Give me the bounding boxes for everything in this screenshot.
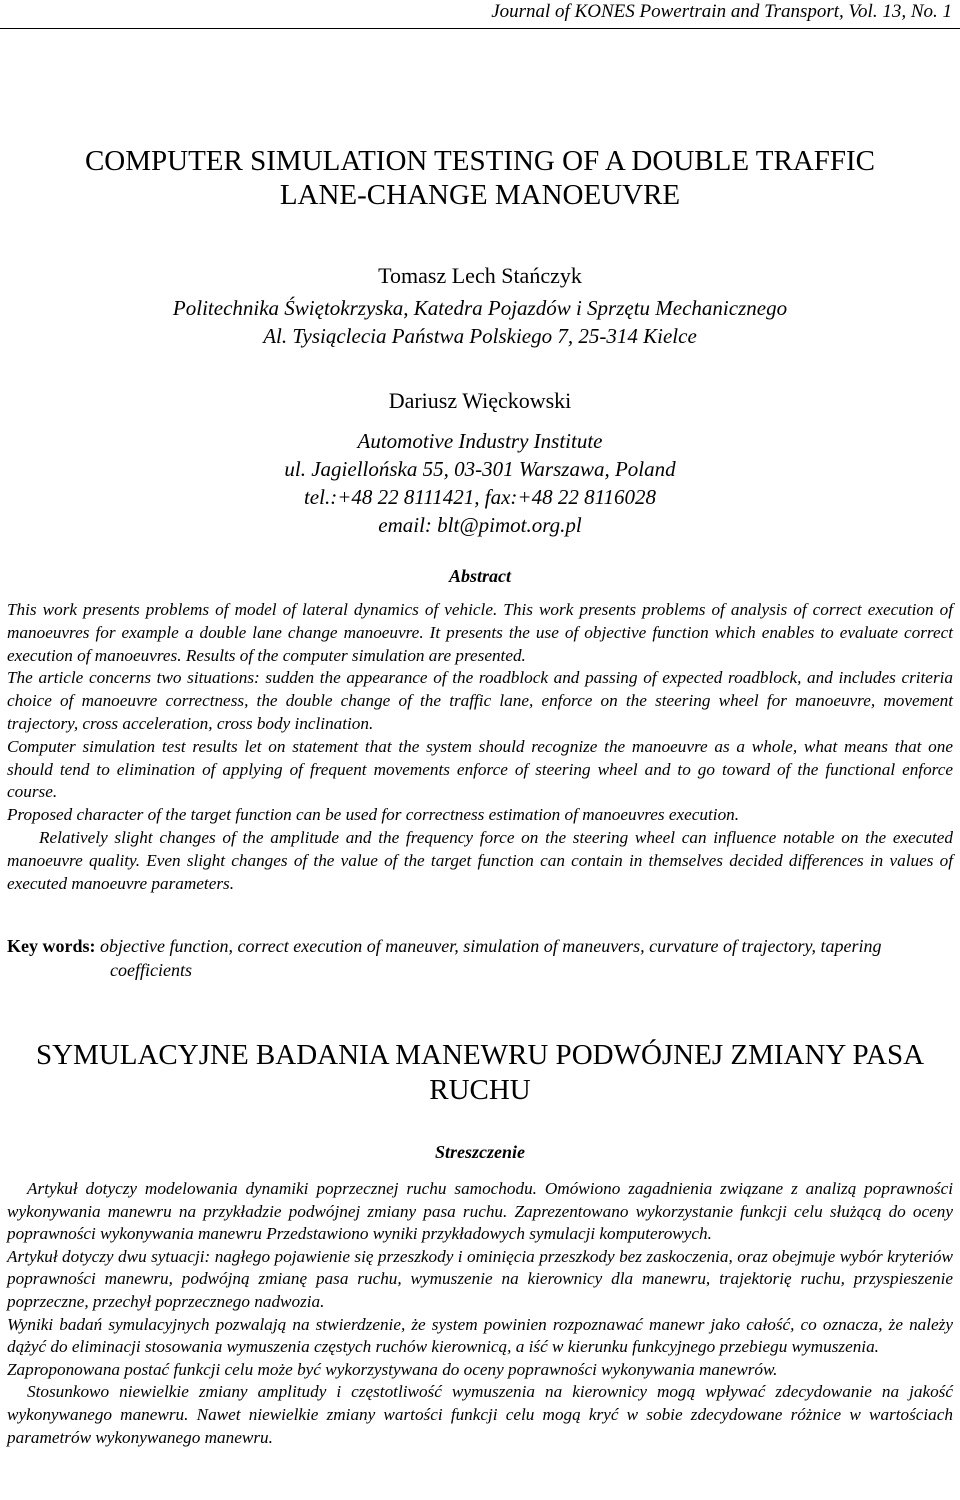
- polish-title-line-1: SYMULACYJNE BADANIA MANEWRU PODWÓJNEJ ZMIANY PASA: [35, 1039, 925, 1071]
- abstract-paragraph: Computer simulation test results let on statement that the system should recognize the manoeuvre as a whole, what means that one should tend to elimination of applying of frequent movements enforce of steering wheel and to go toward of the functional enforce course.: [7, 736, 953, 802]
- author1-address: Al. Tysiąclecia Państwa Polskiego 7, 25-314 Kielce: [263, 324, 697, 348]
- abstract-body: [7, 599, 953, 895]
- author2-phone: tel.:+48 22 8111421, fax:+48 22 8116028: [303, 485, 657, 509]
- author2-name: Dariusz Więckowski: [388, 388, 572, 413]
- paper-title-line-1: COMPUTER SIMULATION TESTING OF A DOUBLE TRAFFIC: [84, 145, 876, 177]
- abstract-paragraph: Relatively slight changes of the amplitude and the frequency force on the steering wheel can influence notable on the executed manoeuvre quality. Even slight changes of the value of the target function can contain in themselves decided differences in values of executed manoeuvre parameters.: [7, 827, 953, 893]
- polish-title: [0, 1038, 960, 1108]
- streszczenie-paragraph: Stosunkowo niewielkie zmiany amplitudy i częstotliwość wymuszenia na kierownicy mogą wpływać zdecydowanie na jakość wykonywanego manewru. Nawet niewielkie zmiany wartości funkcji celu mogą kryć w sobie zdecydowane różnice w wartościach parametrów wykonywanego manewru.: [7, 1382, 953, 1447]
- paper-title: [0, 144, 960, 212]
- streszczenie-paragraph: Artykuł dotyczy modelowania dynamiki poprzecznej ruchu samochodu. Omówiono zagadnienia związane z analizą poprawności wykonywania manewru na przykładzie podwójnej zmiany pasa ruchu. Zaprezentowano wykorzystanie funkcji celu służącą do oceny poprawności wykonywania manewru Przedstawiono wyniki przykładowych symulacji komputerowych.: [7, 1179, 953, 1244]
- streszczenie-paragraph: Artykuł dotyczy dwu sytuacji: nagłego pojawienie się przeszkody i ominięcia przeszkody bez zaskoczenia, oraz obejmuje wybór kryteriów poprawności manewru, podwójną zmianę pasa ruchu, wymuszenie na kierownicy dla manewru, trajektorię ruchu, przyspieszenie poprzeczne, przechył poprzecznego nadwozia.: [7, 1246, 953, 1311]
- streszczenie-body: [7, 1178, 953, 1449]
- author1-affiliation: Politechnika Świętokrzyska, Katedra Pojazdów i Sprzętu Mechanicznego: [172, 296, 788, 320]
- author2-institute: Automotive Industry Institute: [357, 429, 603, 453]
- paper-title-line-2: LANE-CHANGE MANOEUVRE: [279, 179, 681, 211]
- streszczenie-paragraph: Wyniki badań symulacyjnych pozwalają na stwierdzenie, że system powinien rozpoznawać manewr jako całość, co oznacza, że należy dążyć do eliminacji stosowania wymuszenia częstych ruchów kierownicą, a iść w kierunku funkcyjnego przebiegu wymuszenia.: [7, 1314, 953, 1357]
- header-rule: [0, 28, 960, 29]
- author2-address: ul. Jagiellońska 55, 03-301 Warszawa, Poland: [284, 457, 676, 481]
- abstract-paragraph: Proposed character of the target function can be used for correctness estimation of manoeuvres execution.: [7, 805, 740, 825]
- running-header: Journal of KONES Powertrain and Transport, Vol. 13, No. 1: [491, 1, 952, 22]
- abstract-paragraph: The article concerns two situations: sudden the appearance of the roadblock and passing of expected roadblock, and includes criteria choice of manoeuvre correctness, the double change of the traffic lane, enforce on the steering wheel for manoeuvre, movement trajectory, cross acceleration, cross body inclination.: [7, 668, 953, 733]
- abstract-paragraph: This work presents problems of model of lateral dynamics of vehicle. This work presents problems of analysis of correct execution of manoeuvres for example a double lane change manoeuvre. It presents the use of objective function which enables to evaluate correct execution of manoeuvres. Results of the computer simulation are presented.: [7, 600, 953, 665]
- author2-email: email: blt@pimot.org.pl: [378, 513, 582, 537]
- keywords-label: Key words:: [7, 936, 96, 956]
- abstract-heading: Abstract: [448, 566, 511, 586]
- keywords-text: objective function, correct execution of maneuver, simulation of maneuvers, curvature of trajectory, tapering coefficients: [100, 936, 882, 980]
- polish-title-line-2: RUCHU: [429, 1074, 531, 1106]
- author1-block: [0, 262, 960, 350]
- author1-name: Tomasz Lech Stańczyk: [378, 263, 582, 288]
- streszczenie-paragraph: Zaproponowana postać funkcji celu może być wykorzystywana do oceny poprawności wykonywania manewrów.: [7, 1359, 778, 1379]
- keywords: [7, 934, 953, 982]
- streszczenie-heading: Streszczenie: [435, 1142, 525, 1162]
- author2-block: [0, 387, 960, 539]
